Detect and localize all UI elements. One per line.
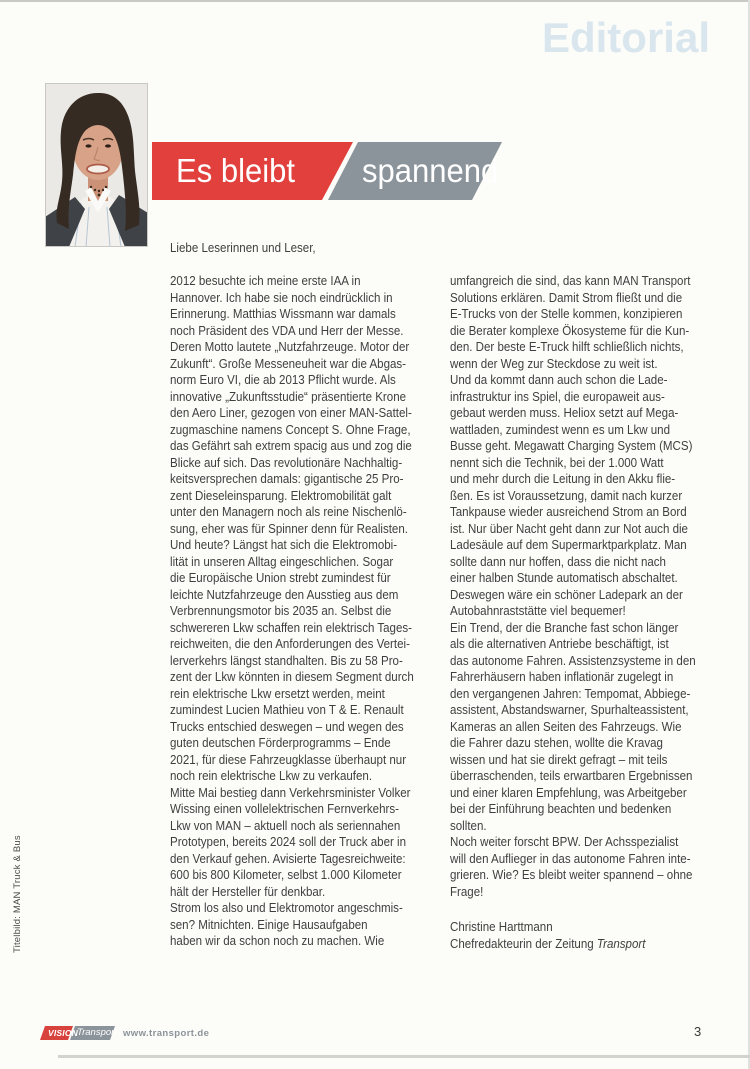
text-line: Autobahnraststätte viel bequemer! <box>450 603 626 618</box>
text-line: Tankpause wieder ausreichend Strom an Bord <box>450 504 687 519</box>
text-line: 2021, für diese Fahrzeugklasse überhaupt nur <box>170 751 407 767</box>
text-line: Und heute? Längst hat sich die Elektromobi- <box>170 537 398 552</box>
text-line: noch rein elektrische Lkw zu verkaufen. <box>170 768 373 783</box>
text-line: guten deutschen Förderprogramms – Ende <box>170 735 391 750</box>
vision-transport-logo <box>40 1026 116 1040</box>
text-line: das Gefährt sah extrem spacig aus und zog die <box>170 438 412 453</box>
text-line: Busse geht. Megawatt Charging System (MCS) <box>450 438 693 453</box>
text-line: bei der Einführung beachten und bedenken <box>450 801 672 816</box>
text-line: ist. Nur über Nacht geht dann zur Not auch die <box>450 520 688 536</box>
text-line: wissen und hat sie direkt gefragt – mit teils <box>450 751 668 767</box>
text-line: 2012 besuchte ich meine erste IAA in <box>170 273 361 288</box>
text-line: Blicke auf sich. Das revolutionäre Nachhaltig- <box>170 454 403 470</box>
article-column-right <box>450 273 730 952</box>
signature-publication: Transport <box>596 935 646 951</box>
signature-role <box>450 936 730 953</box>
text-line: Und da kommt dann auch schon die Lade- <box>450 372 668 387</box>
text-line: die Berater komplexe Ökosysteme für die Kun- <box>450 322 690 338</box>
text-line: Solutions erklären. Damit Strom fließt und die <box>450 289 683 305</box>
title-banner <box>152 142 512 200</box>
text-line: sollte dann nur hoffen, dass die nicht nach <box>450 553 666 569</box>
text-line: sung, eher was für Spinner denn für Realisten. <box>170 520 408 536</box>
text-line: lität in unseren Alltag eingeschlichen. Sogar <box>170 553 394 569</box>
portrait-photo <box>45 83 148 247</box>
text-line: nennt sich die Technik, bei der 1.000 Watt <box>450 454 664 470</box>
text-line: umfangreich die sind, das kann MAN Transport <box>450 273 691 288</box>
text-line: Wissing einen vollelektrischen Fernverkehrs- <box>170 801 399 816</box>
text-line: Erinnerung. Matthias Wissmann war damals <box>170 306 396 321</box>
text-line: sollten. <box>450 817 487 833</box>
article-greeting: Liebe Leserinnen und Leser, <box>170 240 316 255</box>
title-banner-text-1: Es bleibt <box>176 152 295 189</box>
photo-credit-vertical: Titelbild: MAN Truck & Bus <box>12 835 23 953</box>
text-line: Ein Trend, der die Branche fast schon länger <box>450 619 679 635</box>
text-line: Zukunft“. Große Messeneuheit war die Abgas- <box>170 355 407 371</box>
logo-text-transport: Transport <box>77 1027 117 1038</box>
text-line: den. Der beste E-Truck hilft schließlich nichts, <box>450 339 684 354</box>
text-line: zent der Lkw könnten in diesem Segment durch <box>170 669 414 684</box>
text-line: ßen. Es ist Voraussetzung, damit nach kurzer <box>450 487 683 503</box>
text-line: Noch weiter forscht BPW. Der Achsspezialist <box>450 834 679 849</box>
page-number: 3 <box>694 1024 702 1039</box>
text-line: wenn der Weg zur Steckdose zu weit ist. <box>450 355 658 371</box>
text-line: unter den Managern noch als reine Nischenlö- <box>170 504 407 519</box>
article-column-left <box>170 240 450 950</box>
text-line: Trucks entschied deswegen – und wegen des <box>170 718 404 734</box>
text-line: die Fahrer dazu stehen, wollte die Kravag <box>450 735 663 750</box>
text-line: einer halben Stunde automatisch abschaltet. <box>450 570 678 585</box>
text-line: schwereren Lkw schaffen rein elektrisch Tages- <box>170 619 413 635</box>
text-line: wattladen, zumindest wenn es um Lkw und <box>450 421 671 437</box>
article-right-text <box>450 273 730 900</box>
text-line: Kameras an allen Seiten des Fahrzeugs. Wie <box>450 718 682 734</box>
signature-role-text: Chefredakteurin der Zeitung <box>450 935 594 951</box>
text-line: das autonome Fahren. Assistenzsysteme in den <box>450 652 696 668</box>
page-heading: Editorial <box>541 14 710 61</box>
text-line: zent Dieseleinsparung. Elektromobilität galt <box>170 487 392 503</box>
logo-text-vision: VISION <box>48 1028 79 1038</box>
text-line: leichte Nutzfahrzeuge den Ausstieg aus dem <box>170 586 399 602</box>
text-line: als die alternativen Antriebe beschäftigt, ist <box>450 636 669 651</box>
text-line: reichweiten, die den Anforderungen des Vertei- <box>170 636 410 651</box>
text-line: Verbrennungsmotor bis 2035 an. Selbst die <box>170 603 392 618</box>
article-left-text <box>170 273 450 950</box>
text-line: infrastruktur ins Spiel, die europaweit aus- <box>450 388 665 404</box>
text-line: Prototypen, bereits 2024 soll der Truck aber in <box>170 834 407 849</box>
text-line: noch Präsident des VDA und Herr der Messe. <box>170 322 404 338</box>
scan-artifact-top-line <box>0 0 750 2</box>
title-banner-text-2: spannend <box>362 152 499 189</box>
text-line: den Aero Liner, gezogen von einer MAN-Sattel- <box>170 405 412 420</box>
text-line: Frage! <box>450 883 484 899</box>
text-line: E-Trucks von der Stelle kommen, konzipieren <box>450 306 683 321</box>
text-line: norm Euro VI, die ab 2013 Pflicht wurde. Als <box>170 372 396 387</box>
text-line: innovative „Zukunftsstudie“ präsentierte Krone <box>170 388 407 404</box>
text-line: zumindest Lucien Mathieu von T & E. Renault <box>170 702 404 717</box>
text-line: Deren Motto lautete „Nutzfahrzeuge. Motor der <box>170 339 410 354</box>
text-line: Hannover. Ich habe sie noch eindrücklich in <box>170 289 393 305</box>
scan-artifact-bottom-line <box>58 1055 750 1058</box>
signature-block <box>450 919 730 952</box>
text-line: Deswegen wäre ein schöner Ladepark an der <box>450 586 683 602</box>
text-line: sen? Mitnichten. Einige Hausaufgaben <box>170 916 368 932</box>
text-line: zugmaschine namens Concept S. Ohne Frage, <box>170 421 411 437</box>
text-line: Lkw von MAN – aktuell noch als seriennahen <box>170 817 401 833</box>
text-line: die Europäische Union strebt zumindest für <box>170 570 391 585</box>
text-line: rein elektrische Lkw ersetzt werden, meint <box>170 685 385 701</box>
text-line: grieren. Wie? Es bleibt weiter spannend – ohne <box>450 867 693 882</box>
text-line: will den Auflieger in das autonome Fahren inte- <box>450 850 691 866</box>
text-line: gebaut werden muss. Heliox setzt auf Mega- <box>450 405 679 420</box>
text-line: und einer klaren Empfehlung, was Arbeitgeber <box>450 784 687 800</box>
text-line: Mitte Mai bestieg dann Verkehrsminister Volker <box>170 784 411 800</box>
text-line: Strom los also und Elektromotor angeschmis- <box>170 900 403 915</box>
footer-website-url: www.transport.de <box>123 1028 210 1039</box>
text-line: den vergangenen Jahren: Tempomat, Abbiege- <box>450 685 691 701</box>
signature-name: Christine Harttmann <box>450 919 553 934</box>
text-line: hält der Hersteller für denkbar. <box>170 883 326 899</box>
text-line: keitsversprechen damals: gigantische 25 Pro- <box>170 471 404 486</box>
text-line: Fahrerhäusern haben inflationär zugelegt in <box>450 669 674 684</box>
text-line: assistent, Abstandswarner, Spurhalteassistent, <box>450 702 689 717</box>
text-line: und mehr durch die Leitung in den Akku flie- <box>450 471 676 486</box>
text-line: den Verkauf gehen. Avisierte Tagesreichweite: <box>170 850 406 866</box>
text-line: lerverkehrs längst standhalten. Bis zu 58 Pro- <box>170 652 403 668</box>
text-line: haben wir da schon noch zu machen. Wie <box>170 933 385 948</box>
text-line: 600 bis 800 Kilometer, selbst 1.000 Kilometer <box>170 867 402 882</box>
text-line: überraschenden, teils erwartbaren Ergebnissen <box>450 768 693 783</box>
text-line: Ladesäule auf dem Supermarktparkplatz. Man <box>450 537 687 552</box>
